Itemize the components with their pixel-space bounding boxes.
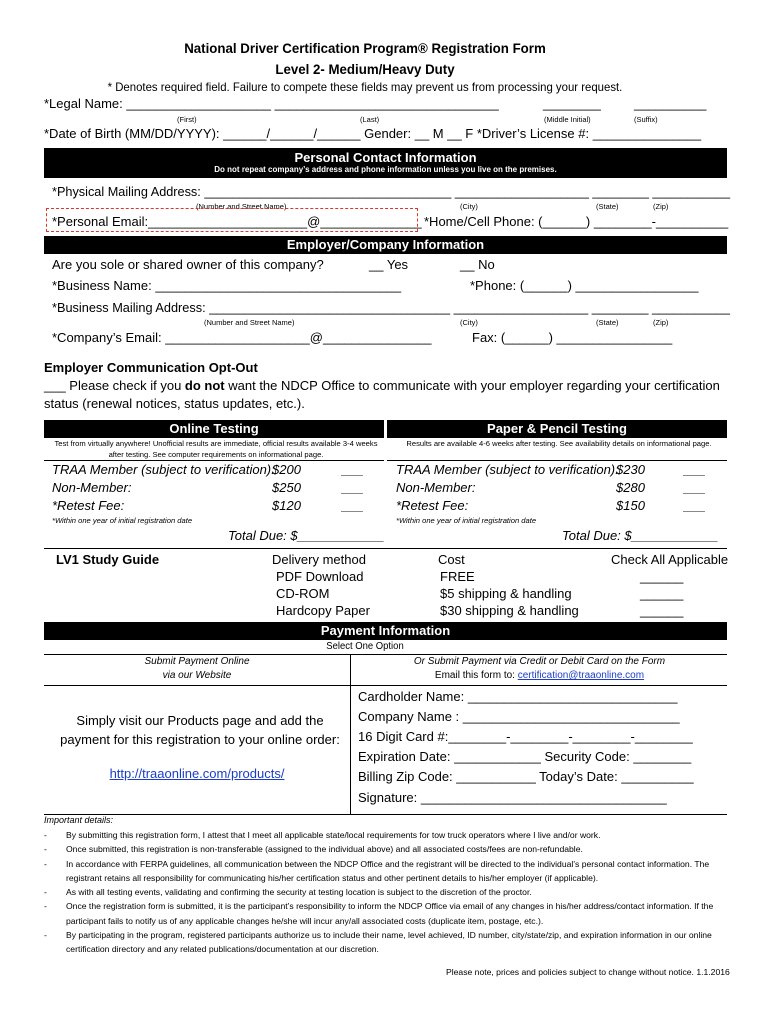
study-cost-hardcopy: $30 shipping & handling <box>440 603 579 618</box>
paper-nonmember-blank[interactable]: ___ <box>684 480 706 495</box>
paper-row-retest[interactable] <box>396 498 716 513</box>
legal-name-field[interactable]: *Legal Name: ____________________ _______________________________ <box>44 96 499 111</box>
study-check-hardcopy[interactable]: ______ <box>640 603 684 618</box>
signature-field[interactable]: Signature: __________________________________ <box>358 790 667 805</box>
online-row-retest[interactable] <box>52 498 372 513</box>
detail-text: As with all testing events, validating and confirming the security at testing location is subject to the discretion of the proctor. <box>66 887 532 898</box>
important-details-title: Important details: <box>44 815 114 825</box>
company-name-field[interactable]: Company Name : ______________________________ <box>358 709 680 724</box>
employer-header <box>44 236 727 254</box>
detail-item: - By participating in the program, registered participants authorize us to include their name, level achieved, ID number, city/state/zip, and expiration information in our online certification directory and any related publications/documentation at our discretion. <box>44 928 724 957</box>
business-zip-label: (Zip) <box>653 318 669 327</box>
employer-title: Employer/Company Information <box>286 237 485 252</box>
important-details-list <box>44 828 724 957</box>
products-instruction: Simply visit our Products page and add the payment for this registration to your online order: <box>60 713 340 747</box>
online-payment-title-2: via our Website <box>162 670 232 681</box>
payment-header <box>44 622 727 640</box>
detail-item: - Once the registration form is submitted, it is the participant’s responsibility to inform the NDCP Office via email of any changes in his/her address/contact information. If the participant fails to notify us of any applicable changes he/she will incur any/all associated costs (duplicate item, postage, etc.). <box>44 899 724 928</box>
middle-initial-field[interactable]: ________ <box>543 96 601 111</box>
detail-text: By submitting this registration form, I attest that I meet all applicable state/local requirements for tow truck operators where I live and/or work. <box>66 830 601 840</box>
online-divider <box>44 460 384 461</box>
personal-contact-header <box>44 148 727 178</box>
personal-contact-note: Do not repeat company’s address and phone information unless you live on the premises. <box>214 165 557 174</box>
optout-line2: status (renewal notices, status updates, etc.). <box>44 396 305 411</box>
zip-label: (Zip) <box>653 202 669 211</box>
detail-item: - By submitting this registration form, I attest that I meet all applicable state/local requirements for tow truck operators where I live and/or work. <box>44 828 724 842</box>
online-total-due[interactable]: Total Due: $____________ <box>228 528 385 543</box>
business-name-field[interactable]: *Business Name: __________________________________ <box>52 278 402 293</box>
study-col-cost: Cost <box>438 552 465 567</box>
payment-title: Payment Information <box>320 623 451 638</box>
footer-note: Please note, prices and policies subject to change without notice. 1.1.2016 <box>446 967 730 977</box>
business-phone-field[interactable]: *Phone: (______) _________________ <box>470 278 699 293</box>
study-col-check: Check All Applicable <box>611 552 729 567</box>
paper-footnote: *Within one year of initial registration date <box>396 516 537 525</box>
suffix-label: (Suffix) <box>634 115 658 124</box>
detail-item: - As with all testing events, validating and confirming the security at testing location is subject to the discretion of the proctor. <box>44 885 724 899</box>
street-label: (Number and Street Name) <box>196 202 287 211</box>
physical-mailing-field[interactable]: *Physical Mailing Address: ___________________________________ ___________________ ________ ___________ <box>52 184 731 199</box>
detail-item: - In accordance with FERPA guidelines, all communication between the NDCP Office and the registrant will be directed to the individual’s personal contact information. The registrant retains all responsibility for communicating his/her certification status and other pertinent details to his/her employer (if applicable). <box>44 857 724 886</box>
paper-row-member[interactable] <box>396 462 716 477</box>
online-testing-header <box>44 420 384 438</box>
study-cost-pdf: FREE <box>440 569 475 584</box>
paper-member-label: TRAA Member (subject to verification): <box>396 462 619 477</box>
company-fax-field[interactable]: Fax: (______) ________________ <box>472 330 673 345</box>
expiration-security-field[interactable]: Expiration Date: ____________ Security Code: ________ <box>358 749 692 764</box>
business-state-label: (State) <box>596 318 619 327</box>
online-nonmember-blank[interactable]: ___ <box>342 480 364 495</box>
owner-yes-option[interactable]: __ Yes <box>369 257 409 272</box>
owner-question: Are you sole or shared owner of this company? <box>52 257 324 272</box>
optout-title: Employer Communication Opt-Out <box>44 360 258 375</box>
study-cost-cdrom: $5 shipping & handling <box>440 586 572 601</box>
optout-line1-c: want the NDCP Office to communicate with your employer regarding your certification <box>224 378 720 393</box>
paper-nonmember-price: $280 <box>616 480 645 495</box>
business-street-label: (Number and Street Name) <box>204 318 295 327</box>
online-member-price: $200 <box>272 462 301 477</box>
billing-zip-date-field[interactable]: Billing Zip Code: ___________ Today’s Date: __________ <box>358 769 694 784</box>
products-url[interactable] <box>44 766 350 781</box>
personal-email-field[interactable]: *Personal Email:______________________@______________ <box>52 214 422 229</box>
paper-nonmember-label: Non-Member: <box>396 480 476 495</box>
products-link[interactable]: http://traaonline.com/products/ <box>109 766 285 781</box>
online-testing-title: Online Testing <box>169 421 259 436</box>
online-retest-price: $120 <box>272 498 301 513</box>
email-prefix: Email this form to: <box>434 670 518 681</box>
study-col-delivery: Delivery method <box>272 552 366 567</box>
paper-divider <box>387 460 727 461</box>
online-row-member[interactable] <box>52 462 372 477</box>
detail-text: By participating in the program, registered participants authorize us to include their name, level achieved, ID number, city/state/zip, and expiration information in our online certification directory and any related publications/documentation at our discretion. <box>66 930 712 955</box>
online-payment-title-1: Submit Payment Online <box>144 656 250 667</box>
online-retest-blank[interactable]: ___ <box>342 498 364 513</box>
detail-text: Once submitted, this registration is non-transferable (assigned to the individual above) and all associated costs/fees are non-refundable. <box>66 844 583 855</box>
dob-gender-license-row[interactable]: *Date of Birth (MM/DD/YYYY): ______/______/______ Gender: __ M __ F *Driver’s License #: _______________ <box>44 126 702 141</box>
optout-line1[interactable] <box>44 378 720 393</box>
business-city-label: (City) <box>460 318 478 327</box>
payment-top-rule <box>44 654 727 655</box>
online-member-label: TRAA Member (subject to verification): <box>52 462 275 477</box>
business-mailing-field[interactable]: *Business Mailing Address: __________________________________ ___________________ ________ ___________ <box>52 300 730 315</box>
paper-testing-desc: Results are available 4-6 weeks after testing. See availability details on informational page. <box>406 439 712 448</box>
paper-member-price: $230 <box>616 462 645 477</box>
paper-testing-title: Paper & Pencil Testing <box>487 421 627 436</box>
detail-item: - Once submitted, this registration is non-transferable (assigned to the individual above) and all associated costs/fees are non-refundable. <box>44 842 724 856</box>
middle-label: (Middle Initial) <box>544 115 591 124</box>
certification-email-link[interactable]: certification@traaonline.com <box>517 670 645 681</box>
city-label: (City) <box>460 202 478 211</box>
company-email-field[interactable]: *Company’s Email: ____________________@_______________ <box>52 330 432 345</box>
home-cell-phone-field[interactable]: *Home/Cell Phone: (______) ________-__________ <box>424 214 729 229</box>
detail-text: In accordance with FERPA guidelines, all communication between the NDCP Office and the registrant will be directed to the individual’s personal contact information. The registrant retains all responsibility for communicating his/her certification status and other pertinent details to his/her employer (if applicable). <box>66 858 710 883</box>
online-testing-desc: Test from virtually anywhere! Unofficial results are immediate, official results available 3-4 weeks after testing. See computer requirements on informational page. <box>54 439 378 459</box>
online-footnote: *Within one year of initial registration date <box>52 516 193 525</box>
study-method-pdf: PDF Download <box>276 569 364 584</box>
personal-contact-title: Personal Contact Information <box>294 150 477 165</box>
first-label: (First) <box>177 115 197 124</box>
required-note: * Denotes required field. Failure to compete these fields may prevent us from processing your request. <box>107 80 623 94</box>
study-method-cdrom: CD-ROM <box>276 586 330 601</box>
paper-retest-price: $150 <box>616 498 645 513</box>
payment-bottom-rule <box>44 814 727 815</box>
paper-total-due[interactable]: Total Due: $____________ <box>562 528 719 543</box>
owner-no-option[interactable]: __ No <box>460 257 495 272</box>
payment-vertical-rule <box>350 654 351 814</box>
last-label: (Last) <box>360 115 380 124</box>
study-check-cdrom[interactable]: ______ <box>640 586 684 601</box>
study-check-pdf[interactable]: ______ <box>640 569 684 584</box>
online-retest-label: *Retest Fee: <box>52 498 125 513</box>
email-form-line <box>352 670 727 681</box>
form-subtitle: Level 2- Medium/Heavy Duty <box>275 61 455 77</box>
online-nonmember-price: $250 <box>272 480 301 495</box>
online-row-nonmember[interactable] <box>52 480 372 495</box>
cardholder-name-field[interactable]: Cardholder Name: _____________________________ <box>358 689 678 704</box>
paper-member-blank[interactable]: ___ <box>684 462 706 477</box>
study-top-rule <box>44 548 727 549</box>
paper-retest-blank[interactable]: ___ <box>684 498 706 513</box>
paper-row-nonmember[interactable] <box>396 480 716 495</box>
detail-text: Once the registration form is submitted, it is the participant’s responsibility to inform the NDCP Office via email of any changes in his/her address/contact information. If the participant fails to notify us of any applicable changes he/she will incur any/all associated costs (duplicate item, postage, etc.). <box>66 901 714 926</box>
form-title: National Driver Certification Program® Registration Form <box>184 40 546 56</box>
optout-line1-a: ___ Please check if you <box>44 378 185 393</box>
card-payment-title: Or Submit Payment via Credit or Debit Card on the Form <box>413 656 666 667</box>
optout-do-not: do not <box>184 378 225 393</box>
online-member-blank[interactable]: ___ <box>342 462 364 477</box>
payment-mid-rule <box>44 685 727 686</box>
select-one-option: Select One Option <box>326 641 404 652</box>
suffix-field[interactable]: __________ <box>634 96 707 111</box>
card-number-field[interactable]: 16 Digit Card #:________-________-________-________ <box>358 729 693 744</box>
state-label: (State) <box>596 202 619 211</box>
study-method-hardcopy: Hardcopy Paper <box>276 603 370 618</box>
paper-testing-header <box>387 420 727 438</box>
online-nonmember-label: Non-Member: <box>52 480 132 495</box>
paper-retest-label: *Retest Fee: <box>396 498 469 513</box>
study-guide-title: LV1 Study Guide <box>56 552 160 567</box>
